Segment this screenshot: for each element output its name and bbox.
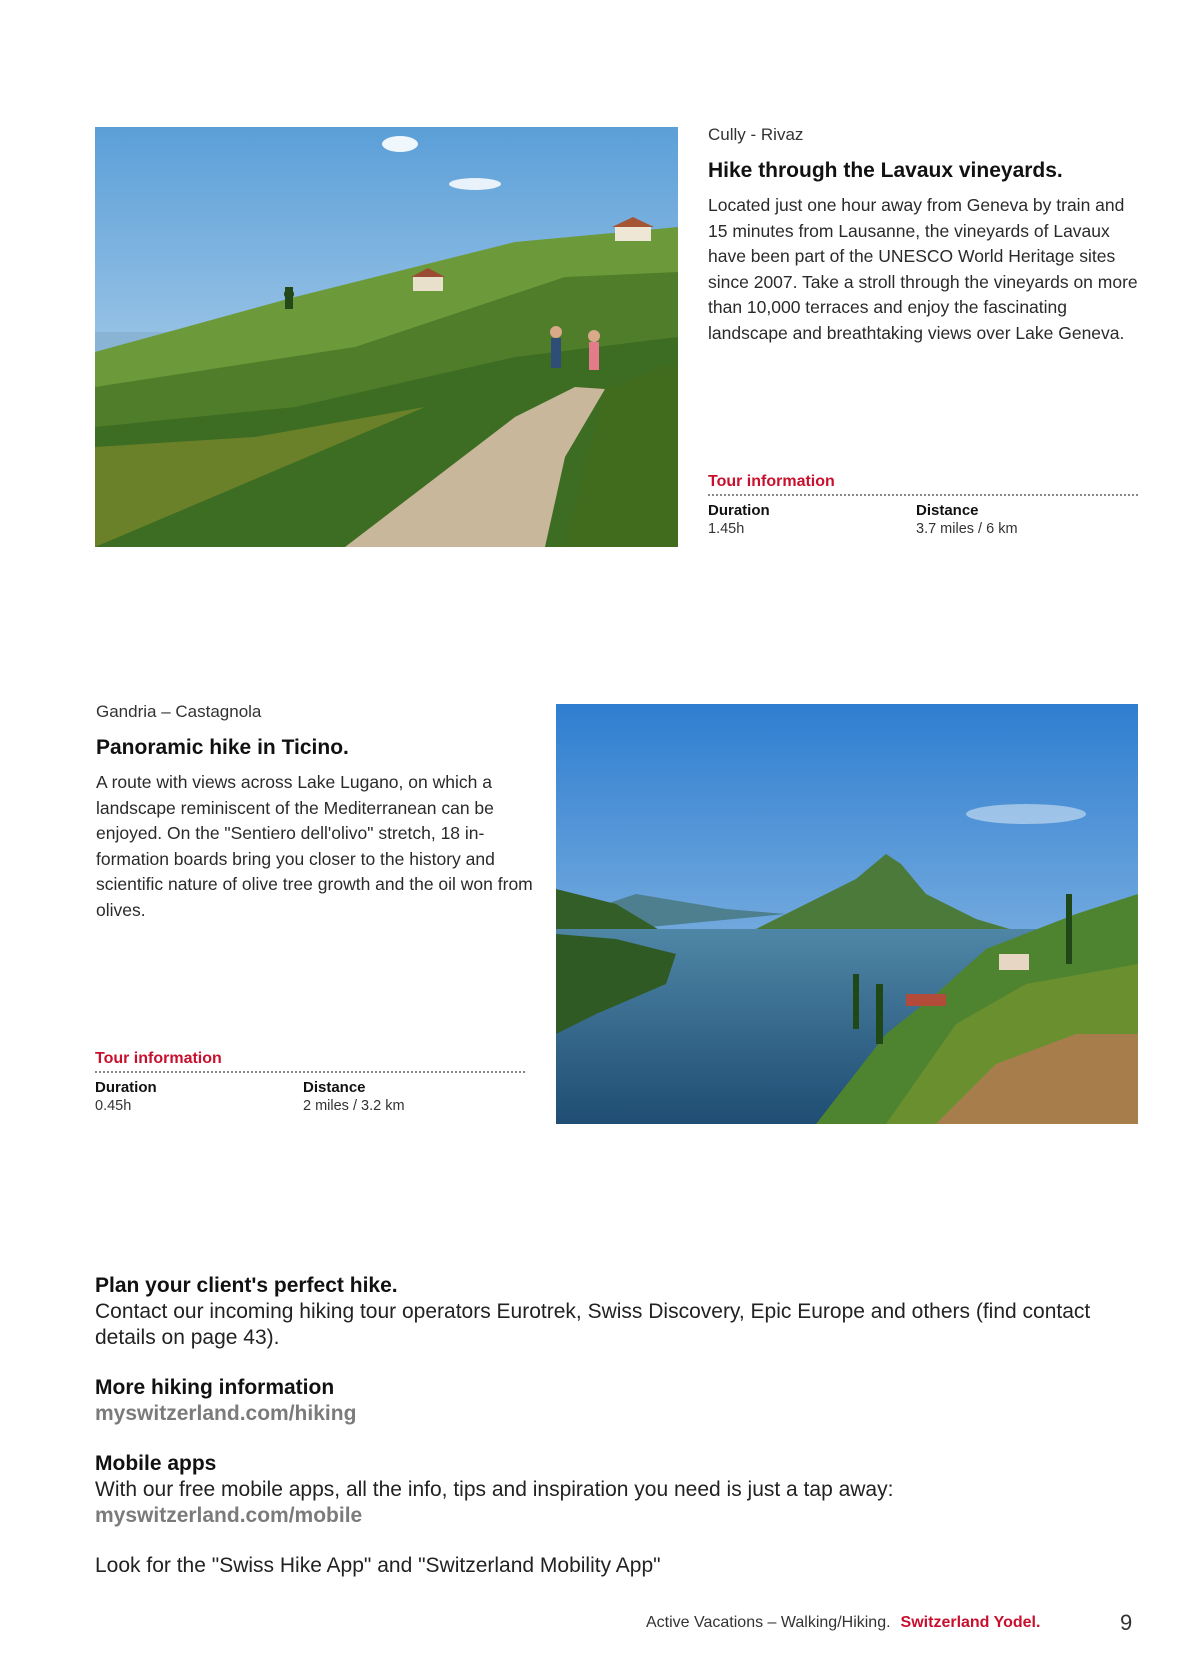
page-number: 9	[1120, 1610, 1133, 1635]
tour-information-heading: Tour information	[95, 1050, 525, 1073]
hiking-link[interactable]: myswitzerland.com/hiking	[95, 1402, 357, 1425]
article-body: A route with views across Lake Lugano, on which a landscape reminiscent of the Mediterranean can be enjoyed. On the "Sentiero dell'olivo" stretch, 18 in-formation boards bring you closer to the history and scientific nature of olive tree growth and the oil won from olives.	[96, 772, 533, 920]
mobile-apps-text: With our free mobile apps, all the info, tips and inspiration you need is just a tap away:	[95, 1478, 894, 1501]
footer-section-text: Active Vacations – Walking/Hiking.	[646, 1614, 891, 1631]
distance-value: 2 miles / 3.2 km	[303, 1098, 405, 1114]
plan-text: Contact our incoming hiking tour operators Eurotrek, Swiss Discovery, Epic Europe and others (find contact details on page 43).	[95, 1300, 1091, 1349]
distance-label: Distance	[916, 502, 979, 519]
route-subtitle: Cully - Rivaz	[708, 125, 804, 144]
mobile-link[interactable]: myswitzerland.com/mobile	[95, 1504, 363, 1527]
article-body: Located just one hour away from Geneva by train and 15 minutes from Lausanne, the vineyards of Lavaux have been part of the UNESCO World Heritage sites since 2007. Take a stroll through the vineyards on more than 10,000 terraces and enjoy the fascinating landscape and breathtaking views over Lake Geneva.	[708, 195, 1138, 343]
duration-value: 0.45h	[95, 1098, 132, 1114]
hiking-info-block	[95, 1273, 1145, 1579]
plan-heading: Plan your client's perfect hike.	[95, 1274, 398, 1297]
tour-information-ticino	[95, 1050, 525, 1114]
duration-label: Duration	[95, 1079, 157, 1096]
tour-information-heading: Tour information	[708, 473, 1138, 496]
duration-value: 1.45h	[708, 521, 745, 537]
tour-information-lavaux	[708, 473, 1138, 537]
lavaux-article	[708, 125, 1148, 347]
duration-label: Duration	[708, 502, 770, 519]
apps-text: Look for the "Swiss Hike App" and "Switzerland Mobility App"	[95, 1554, 661, 1577]
brand-name: Switzerland Yodel.	[900, 1614, 1041, 1631]
distance-label: Distance	[303, 1079, 366, 1096]
article-title: Panoramic hike in Ticino.	[96, 736, 349, 759]
more-hiking-heading: More hiking information	[95, 1376, 335, 1399]
route-subtitle: Gandria – Castagnola	[96, 702, 262, 721]
footer	[646, 1614, 1040, 1632]
article-title: Hike through the Lavaux vineyards.	[708, 159, 1063, 182]
lavaux-vineyards-photo	[95, 127, 678, 547]
lake-lugano-photo	[556, 704, 1138, 1124]
ticino-article	[96, 702, 536, 924]
mobile-apps-heading: Mobile apps	[95, 1452, 217, 1475]
distance-value: 3.7 miles / 6 km	[916, 521, 1018, 537]
